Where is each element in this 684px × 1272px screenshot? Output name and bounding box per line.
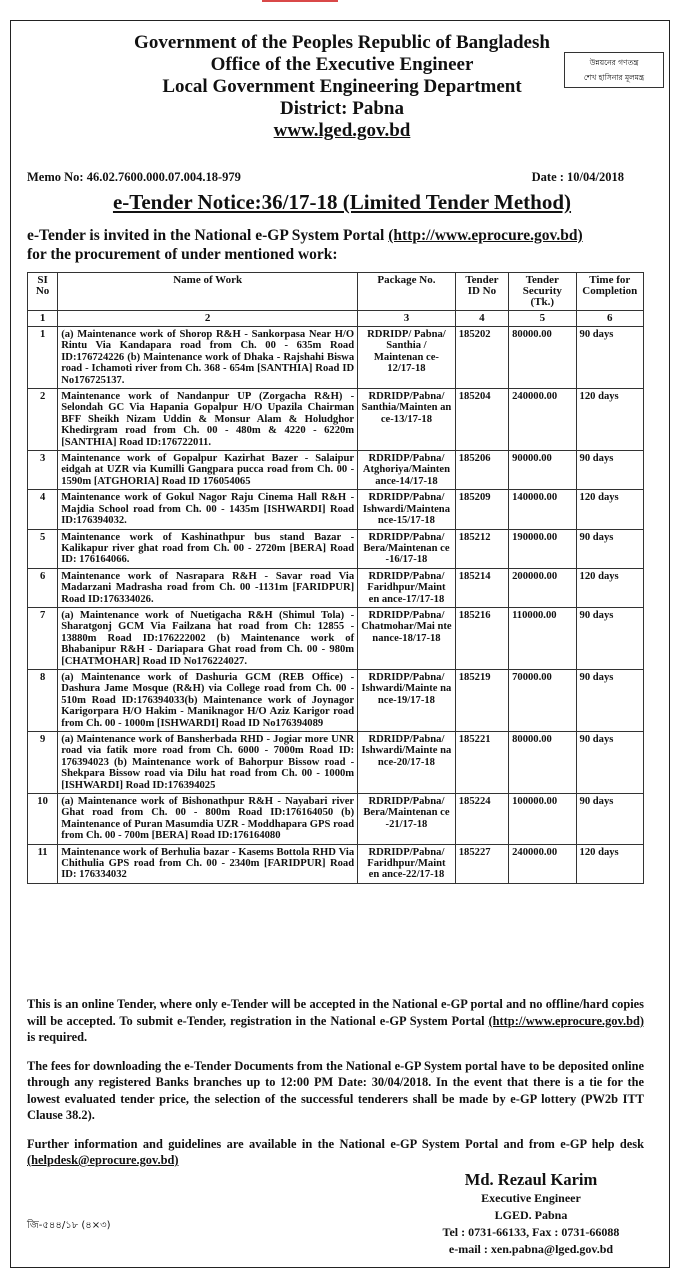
cell-time: 90 days (576, 327, 643, 389)
terms-paragraphs (27, 996, 644, 1181)
cell-name: Maintenance work of Kashinathpur bus stand Bazar - Kalikapur river ghat road from Ch. 00 - 2720m [BERA] Road ID: 176164066. (58, 529, 358, 568)
cell-sl: 8 (28, 669, 58, 731)
signatory-phone: Tel : 0731-66133, Fax : 0731-66088 (442, 1225, 620, 1239)
memo-number: Memo No: 46.02.7600.000.07.004.18-979 (27, 170, 241, 184)
cell-security: 140000.00 (509, 490, 576, 529)
cell-time: 90 days (576, 794, 643, 845)
cell-tender-id: 185219 (455, 669, 508, 731)
cell-security: 190000.00 (509, 529, 576, 568)
notice-title: e-Tender Notice:36/17-18 (Limited Tender Method) (112, 190, 572, 214)
table-row (28, 490, 644, 529)
cell-tender-id: 185227 (455, 844, 508, 883)
table-header-row (28, 273, 644, 311)
slogan-line-1: উন্নয়নের গণতন্ত্র (589, 58, 639, 67)
signatory-office: LGED. Pabna (494, 1208, 568, 1222)
cell-name: Maintenance work of Gokul Nagor Raju Cinema Hall R&H - Majdia School road from Ch. 00 - 1435m [ISHWARDI] Road ID:176394032. (58, 490, 358, 529)
cell-security: 90000.00 (509, 451, 576, 490)
memo-date: Date : 10/04/2018 (531, 170, 624, 184)
header-office: Office of the Executive Engineer (210, 54, 474, 75)
col-number: 2 (58, 311, 358, 327)
header-security: Tender Security (Tk.) (509, 273, 576, 311)
cell-tender-id: 185209 (455, 490, 508, 529)
cell-security: 80000.00 (509, 327, 576, 389)
cell-package: RDRIDP/Pabna/ Faridhpur/Maint en ance-17/17-18 (358, 568, 456, 607)
cell-time: 90 days (576, 529, 643, 568)
cell-package: RDRIDP/Pabna/ Atghoriya/Mainten ance-14/17-18 (358, 451, 456, 490)
cell-security: 240000.00 (509, 844, 576, 883)
slogan-box (564, 52, 664, 88)
signature-block (436, 1170, 626, 1258)
fees-paragraph: The fees for downloading the e-Tender Documents from the National e-GP System portal have to be deposited online through any registered Banks branches up to 12:00 PM Date: 30/04/2018. In the event that there is a tie for the lowest evaluated tender price, the selection of the successful tenderers shall be made by e-GP lottery (PW2b ITT Clause 38.2). (27, 1058, 644, 1122)
memo-line (27, 170, 624, 185)
signatory-name: Md. Rezaul Karim (464, 1170, 598, 1189)
top-edge-mark (262, 0, 338, 2)
helpdesk-link[interactable]: (helpdesk@eprocure.gov.bd) (27, 1153, 179, 1167)
table-row (28, 794, 644, 845)
p1-tail: is required. (27, 1030, 88, 1044)
slogan-line-2: শেখ হাসিনার মূলমন্ত্র (583, 73, 645, 82)
reference-code: জি-৫৪৪/১৮ (৪×৩) (27, 1220, 111, 1231)
table-row (28, 568, 644, 607)
p3-text: Further information and guidelines are available in the National e-GP System Portal and from e-GP help desk (27, 1136, 644, 1151)
cell-name: (a) Maintenance work of Shorop R&H - Sankorpasa Near H/O Rintu Via Kandapara road from Ch. 00 - 635m Road ID:176724226 (b) Maintenance work of Dhaka - Rajshahi Biswa road - Ichamoti river from Ch. 368 - 654m [SANTHIA] Road ID No176725137. (58, 327, 358, 389)
cell-name: Maintenance work of Gopalpur Kazirhat Bazer - Salaipur eidgah at UZR via Kumilli Gangpara pucca road from Ch. 00 - 1590m [ATGHORIA] Road ID 176054065 (58, 451, 358, 490)
cell-tender-id: 185212 (455, 529, 508, 568)
cell-sl: 5 (28, 529, 58, 568)
cell-time: 90 days (576, 451, 643, 490)
cell-security: 200000.00 (509, 568, 576, 607)
cell-sl: 1 (28, 327, 58, 389)
cell-time: 90 days (576, 607, 643, 669)
cell-sl: 6 (28, 568, 58, 607)
cell-package: RDRIDP/Pabna/ Ishwardi/Maintena nce-15/17-18 (358, 490, 456, 529)
cell-sl: 7 (28, 607, 58, 669)
table-row (28, 327, 644, 389)
cell-tender-id: 185224 (455, 794, 508, 845)
header-website-link[interactable]: www.lged.gov.bd (273, 120, 411, 141)
invite-text-2: for the procurement of under mentioned work: (27, 246, 338, 263)
cell-name: (a) Maintenance work of Dashuria GCM (REB Office) - Dashura Jame Mosque (R&H) via College road from Ch. 00 - 510m Road ID:176394033(b) Maintenance work of Joynagor Karigorpara H/O Hakim - Maniknagor H/O Aziz Karigor road from Ch. 00 - 1000m [ISHWARDI] Road ID No176394089 (58, 669, 358, 731)
cell-time: 120 days (576, 389, 643, 451)
online-tender-paragraph (27, 996, 644, 1046)
col-number: 5 (509, 311, 576, 327)
table-row (28, 529, 644, 568)
table-row (28, 844, 644, 883)
p1-text: This is an online Tender, where only e-Tender will be accepted in the National e-GP portal and no offline/hard copies will be accepted. To submit e-Tender, registration in the National e-GP System Portal (27, 997, 644, 1028)
cell-package: RDRIDP/Pabna/ Bera/Maintenan ce -16/17-18 (358, 529, 456, 568)
invite-text-1: e-Tender is invited in the National e-GP System Portal (27, 227, 385, 244)
header-name-of-work: Name of Work (58, 273, 358, 311)
header-department: Local Government Engineering Department (162, 76, 522, 97)
table-row (28, 389, 644, 451)
cell-tender-id: 185221 (455, 732, 508, 794)
cell-sl: 2 (28, 389, 58, 451)
cell-sl: 9 (28, 732, 58, 794)
col-number: 1 (28, 311, 58, 327)
col-number: 3 (358, 311, 456, 327)
eprocure-link[interactable]: (http://www.eprocure.gov.bd) (388, 227, 583, 244)
header-time: Time for Completion (576, 273, 643, 311)
eprocure-link-2[interactable]: (http://www.eprocure.gov.bd) (488, 1013, 644, 1028)
signatory-designation: Executive Engineer (481, 1191, 581, 1205)
header-district: District: Pabna (279, 98, 404, 119)
cell-time: 120 days (576, 490, 643, 529)
header-government: Government of the Peoples Republic of Bangladesh (134, 32, 550, 53)
cell-time: 120 days (576, 844, 643, 883)
cell-name: (a) Maintenance work of Bishonathpur R&H - Nayabari river Ghat road from Ch. 00 - 800m Road ID:176164050 (b) Maintenance of Puran Masumdia UZR - Moddhapara GPS road from Ch. 00 - 700m [BERA] Road ID:176164080 (58, 794, 358, 845)
cell-security: 80000.00 (509, 732, 576, 794)
cell-name: Maintenance work of Nandanpur UP (Zorgacha R&H) - Selondah GC Via Hapania Gopalpur H/O Upazila Chairman BFF Sheikh Nizam Uddin & Monsur Alam & Holudghor Khedirgram road from Ch. 00 - 480m & 4220 - 6220m [SANTHIA] Road ID:176722011. (58, 389, 358, 451)
cell-package: RDRIDP/Pabna/ Chatmohar/Mai nte nance-18/17-18 (358, 607, 456, 669)
cell-name: Maintenance work of Berhulia bazar - Kasems Bottola RHD Via Chithulia GPS road from Ch. 00 - 2340m [FARIDPUR] Road ID: 176334032 (58, 844, 358, 883)
cell-sl: 4 (28, 490, 58, 529)
cell-sl: 10 (28, 794, 58, 845)
cell-tender-id: 185202 (455, 327, 508, 389)
cell-security: 240000.00 (509, 389, 576, 451)
cell-security: 110000.00 (509, 607, 576, 669)
invitation-text (27, 226, 644, 264)
helpdesk-paragraph (27, 1136, 644, 1169)
cell-sl: 11 (28, 844, 58, 883)
cell-package: RDRIDP/Pabna/ Santhia/Mainten an ce-13/17-18 (358, 389, 456, 451)
cell-security: 70000.00 (509, 669, 576, 731)
cell-time: 120 days (576, 568, 643, 607)
table-row (28, 669, 644, 731)
table-row (28, 732, 644, 794)
cell-sl: 3 (28, 451, 58, 490)
cell-tender-id: 185214 (455, 568, 508, 607)
table-row (28, 451, 644, 490)
cell-package: RDRIDP/Pabna/ Ishwardi/Mainte na nce-19/17-18 (358, 669, 456, 731)
cell-name: Maintenance work of Nasrapara R&H - Savar road Via Madarzani Madrasha road from Ch. 00 -1131m [FARIDPUR] Road ID:176334026. (58, 568, 358, 607)
column-number-row (28, 311, 644, 327)
cell-tender-id: 185206 (455, 451, 508, 490)
cell-name: (a) Maintenance work of Nuetigacha R&H (Shimul Tola) - Sharatgonj GCM Via Failzana hat road from Ch: 12855 - 13880m Road ID:176222002 (b) Maintenance work of Bhabanipur R&H - Dariapara Ghat road from Ch. 00 - 980m [CHATMOHAR] Road ID No176224027. (58, 607, 358, 669)
cell-tender-id: 185216 (455, 607, 508, 669)
table-row (28, 607, 644, 669)
col-number: 6 (576, 311, 643, 327)
cell-time: 90 days (576, 732, 643, 794)
header-package: Package No. (358, 273, 456, 311)
cell-tender-id: 185204 (455, 389, 508, 451)
cell-package: RDRIDP/Pabna/ Bera/Maintenan ce -21/17-18 (358, 794, 456, 845)
works-table (27, 272, 644, 884)
cell-security: 100000.00 (509, 794, 576, 845)
header-tender-id: Tender ID No (455, 273, 508, 311)
signatory-email[interactable]: e-mail : xen.pabna@lged.gov.bd (448, 1242, 614, 1256)
col-number: 4 (455, 311, 508, 327)
cell-package: RDRIDP/Pabna/ Ishwardi/Mainte na nce-20/17-18 (358, 732, 456, 794)
cell-package: RDRIDP/Pabna/ Faridhpur/Maint en ance-22/17-18 (358, 844, 456, 883)
cell-time: 90 days (576, 669, 643, 731)
header-sl: SI No (28, 273, 58, 311)
cell-name: (a) Maintenance work of Bansherbada RHD - Jogiar more UNR road via fatik more road from Ch. 6000 - 7000m Road ID: 176394023 (b) Maintenance work of Bahorpur Bissow road - Shekpara Bissow road via Dilu hat road from Ch. 00 - 1000m [ISHWARDI] Road ID:176394025 (58, 732, 358, 794)
cell-package: RDRIDP/ Pabna/ Santhia / Maintenan ce-12/17-18 (358, 327, 456, 389)
